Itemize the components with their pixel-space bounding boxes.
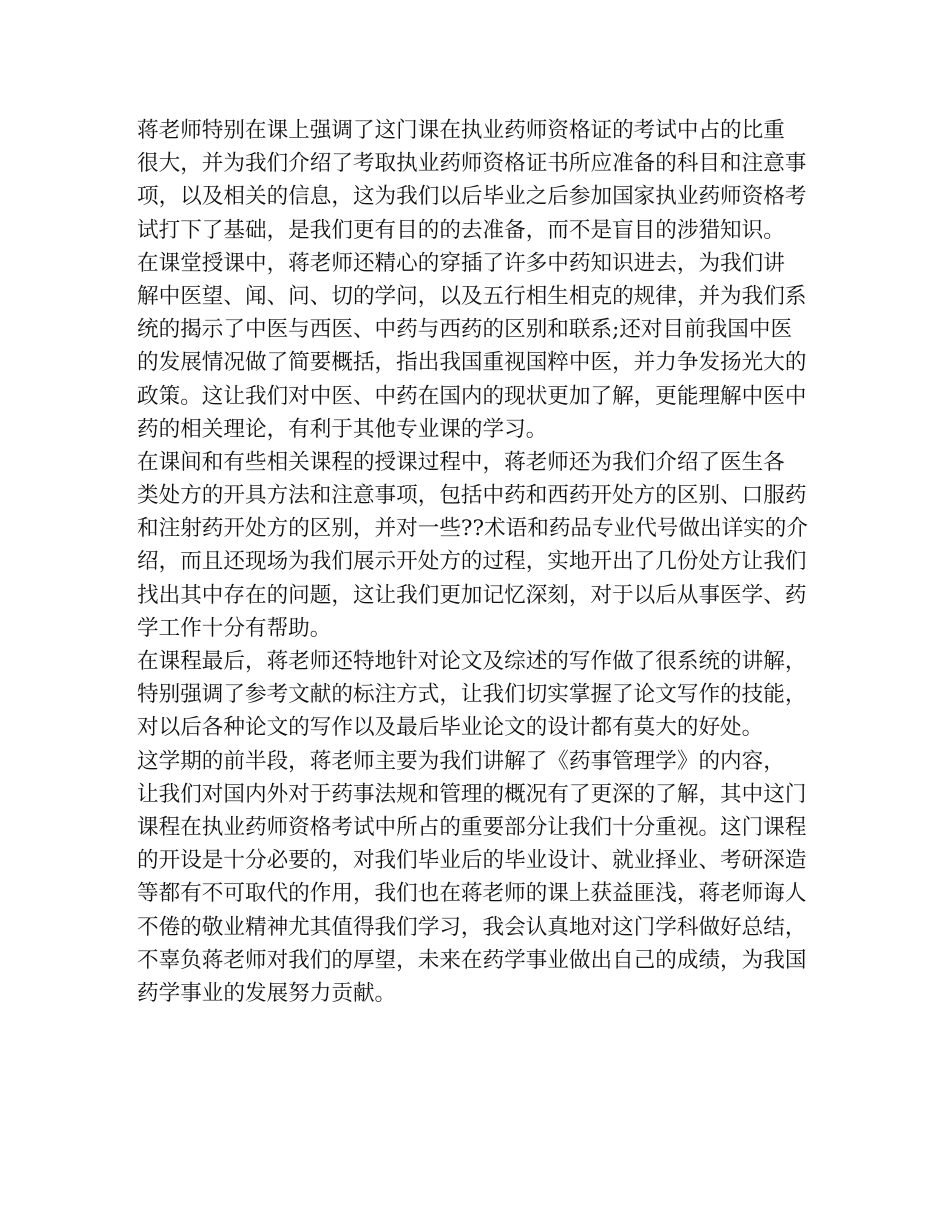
text-line: 试打下了基础，是我们更有目的的去准备，而不是盲目的涉猎知识。: [137, 217, 785, 243]
text-line: 这学期的前半段，蒋老师主要为我们讲解了《药事管理学》的内容，: [137, 748, 785, 774]
text-line: 在课堂授课中，蒋老师还精心的穿插了许多中药知识进去，为我们讲: [137, 250, 785, 276]
document-page: [137, 114, 827, 1010]
text-line: 绍，而且还现场为我们展示开处方的过程，实地开出了几份处方让我们: [137, 549, 807, 575]
text-line: 的开设是十分必要的，对我们毕业后的毕业设计、就业择业、考研深造: [137, 848, 807, 874]
text-line: 对以后各种论文的写作以及最后毕业论文的设计都有莫大的好处。: [137, 715, 764, 741]
paragraph-pharmacy-management: [137, 745, 827, 1011]
text-line: 课程在执业药师资格考试中所占的重要部分让我们十分重视。这门课程: [137, 814, 807, 840]
paragraph-exam-importance: [137, 114, 827, 247]
text-line: 在课间和有些相关课程的授课过程中，蒋老师还为我们介绍了医生各: [137, 449, 785, 475]
text-line: 不辜负蒋老师对我们的厚望，未来在药学事业做出自己的成绩，为我国: [137, 947, 807, 973]
text-line: 特别强调了参考文献的标注方式，让我们切实掌握了论文写作的技能，: [137, 682, 807, 708]
text-line: 找出其中存在的问题，这让我们更加记忆深刻，对于以后从事医学、药: [137, 582, 807, 608]
text-line: 统的揭示了中医与西医、中药与西药的区别和联系;还对目前我国中医: [137, 317, 793, 343]
paragraph-thesis-writing: [137, 645, 827, 745]
text-line: 和注射药开处方的区别，并对一些??术语和药品专业代号做出详实的介: [137, 516, 808, 542]
text-line: 等都有不可取代的作用，我们也在蒋老师的课上获益匪浅，蒋老师诲人: [137, 881, 807, 907]
text-line: 的发展情况做了简要概括，指出我国重视国粹中医，并力争发扬光大的: [137, 350, 807, 376]
text-line: 学工作十分有帮助。: [137, 615, 332, 641]
text-line: 很大，并为我们介绍了考取执业药师资格证书所应准备的科目和注意事: [137, 151, 807, 177]
text-line: 蒋老师特别在课上强调了这门课在执业药师资格证的考试中占的比重: [137, 118, 785, 143]
paragraph-tcm-knowledge: [137, 247, 827, 446]
text-line: 解中医望、闻、问、切的学问，以及五行相生相克的规律，并为我们系: [137, 283, 807, 309]
text-line: 药学事业的发展努力贡献。: [137, 980, 397, 1006]
text-line: 药的相关理论，有利于其他专业课的学习。: [137, 416, 548, 442]
text-line: 类处方的开具方法和注意事项，包括中药和西药开处方的区别、口服药: [137, 483, 807, 509]
paragraph-prescriptions: [137, 446, 827, 645]
text-line: 不倦的敬业精神尤其值得我们学习，我会认真地对这门学科做好总结，: [137, 914, 807, 940]
text-line: 让我们对国内外对于药事法规和管理的概况有了更深的了解，其中这门: [137, 781, 807, 807]
text-line: 项，以及相关的信息，这为我们以后毕业之后参加国家执业药师资格考: [137, 184, 807, 210]
text-line: 政策。这让我们对中医、中药在国内的现状更加了解，更能理解中医中: [137, 383, 807, 409]
text-line: 在课程最后，蒋老师还特地针对论文及综述的写作做了很系统的讲解，: [137, 649, 807, 674]
